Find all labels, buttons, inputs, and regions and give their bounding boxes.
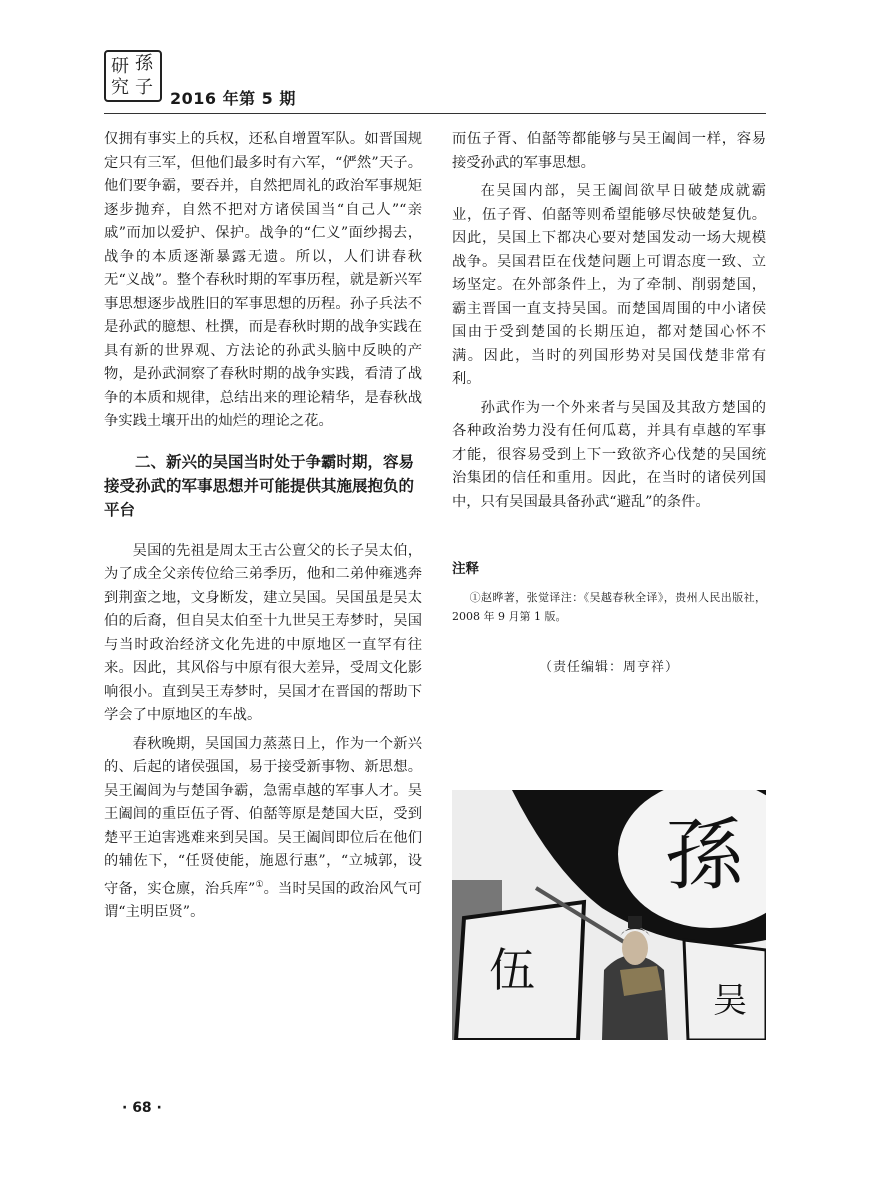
logo-char: 研 xyxy=(111,56,129,77)
notes-title: 注释 xyxy=(452,561,479,577)
warrior-armor xyxy=(602,955,668,1040)
paragraph-text: 春秋晚期，吴国国力蒸蒸日上，作为一个新兴的、后起的诸侯强国，易于接受新事物、新思想。吴王阖闾为与楚国争霸，急需卓越的军事人才。吴王阖闾的重臣伍子胥、伯嚭等原是楚国大臣，受到楚平王迫害逃难来到吴国。吴王阖闾即位后在他们的辅佐下，“任贤使能，施恩行惠”，“立城郭，设守备，实仓廪，治兵库” xyxy=(104,735,422,897)
paragraph-text: 。当时吴国的政治风气可谓“主明臣贤”。 xyxy=(104,880,423,920)
paragraph: 在吴国内部，吴王阖闾欲早日破楚成就霸业，伍子胥、伯嚭等则希望能够尽快破楚复仇。因此，吴国上下都决心要对楚国发动一场大规模战争。吴国君臣在伐楚问题上可谓态度一致、立场坚定。在外部条件上，为了牵制、削弱楚国，霸主晋国一直支持吴国。而楚国周围的中小诸侯国由于受到楚国的长期压迫，都对楚国心怀不满。因此，当时的列国形势对吴国伐楚非常有利。 xyxy=(452,183,766,387)
logo-char: 孫 xyxy=(135,53,153,74)
paragraph: 仅拥有事实上的兵权，还私自增置军队。如晋国规定只有三军，但他们最多时有六军，“俨然”天子。他们要争霸，要吞并，自然把周礼的政治军事规矩逐步抛弃，自然不把对方诸侯国当“自己人”“亲戚”而加以爱护、保护。战争的“仁义”面纱揭去，战争的本质逐渐暴露无遗。所以，人们讲春秋无“义战”。整个春秋时期的军事历程，就是新兴军事思想逐步战胜旧的军事思想的历程。孙子兵法不是孙武的臆想、杜撰，而是春秋时期的战争实践在具有新的世界观、方法论的孙武头脑中反映的产物，是孙武洞察了春秋时期的战争实践，看清了战争的本质和规律，总结出来的理论精华，是春秋战争实践土壤开出的灿烂的理论之花。 xyxy=(104,131,422,429)
paragraph: 孙武作为一个外来者与吴国及其敌方楚国的各种政治势力没有任何瓜葛，并具有卓越的军事才能，很容易受到上下一致欲齐心伐楚的吴国统治集团的信任和重用。因此，在当时的诸侯列国中，只有吴国最具备孙武“避乱”的条件。 xyxy=(452,399,766,510)
responsible-editor: （责任编辑：周亨祥） xyxy=(538,659,679,675)
left-column xyxy=(104,128,422,929)
logo-char: 究 xyxy=(111,77,129,98)
flag-glyph: 伍 xyxy=(489,943,535,997)
warrior-face xyxy=(622,931,648,965)
right-column xyxy=(452,128,766,679)
footnote: ①赵晔著，张觉译注：《吴越春秋全译》，贵州人民出版社，2008 年 9 月第 1 版。 xyxy=(452,590,766,623)
footnote-marker[interactable]: ① xyxy=(255,879,264,890)
paragraph: 而伍子胥、伯嚭等都能够与吴王阖闾一样，容易接受孙武的军事思想。 xyxy=(452,131,766,171)
flag-glyph: 吴 xyxy=(713,981,747,1021)
header-divider xyxy=(104,113,766,114)
sun-tzu-photo xyxy=(452,790,766,1040)
paragraph xyxy=(104,733,422,925)
warrior-hat xyxy=(628,916,642,928)
logo-char: 子 xyxy=(135,77,153,98)
journal-logo xyxy=(104,50,162,102)
issue-label: 2016 年第 5 期 xyxy=(170,89,296,108)
banner-glyph: 孫 xyxy=(664,811,744,901)
section-heading: 二、新兴的吴国当时处于争霸时期，容易接受孙武的军事思想并可能提供其施展抱负的平台 xyxy=(104,452,415,519)
photo-illustration xyxy=(452,790,766,1040)
page-number: · 68 · xyxy=(122,1100,162,1116)
paragraph: 吴国的先祖是周太王古公亶父的长子吴太伯，为了成全父亲传位给三弟季历，他和二弟仲雍逃奔到荆蛮之地，文身断发，建立吴国。吴国虽是吴太伯的后裔，但自吴太伯至十九世吴王寿梦时，吴国与当时政治经济文化先进的中原地区一直罕有往来。因此，其风俗与中原有很大差异，受周文化影响很小。直到吴王寿梦时，吴国才在晋国的帮助下学会了中原地区的车战。 xyxy=(104,542,422,723)
